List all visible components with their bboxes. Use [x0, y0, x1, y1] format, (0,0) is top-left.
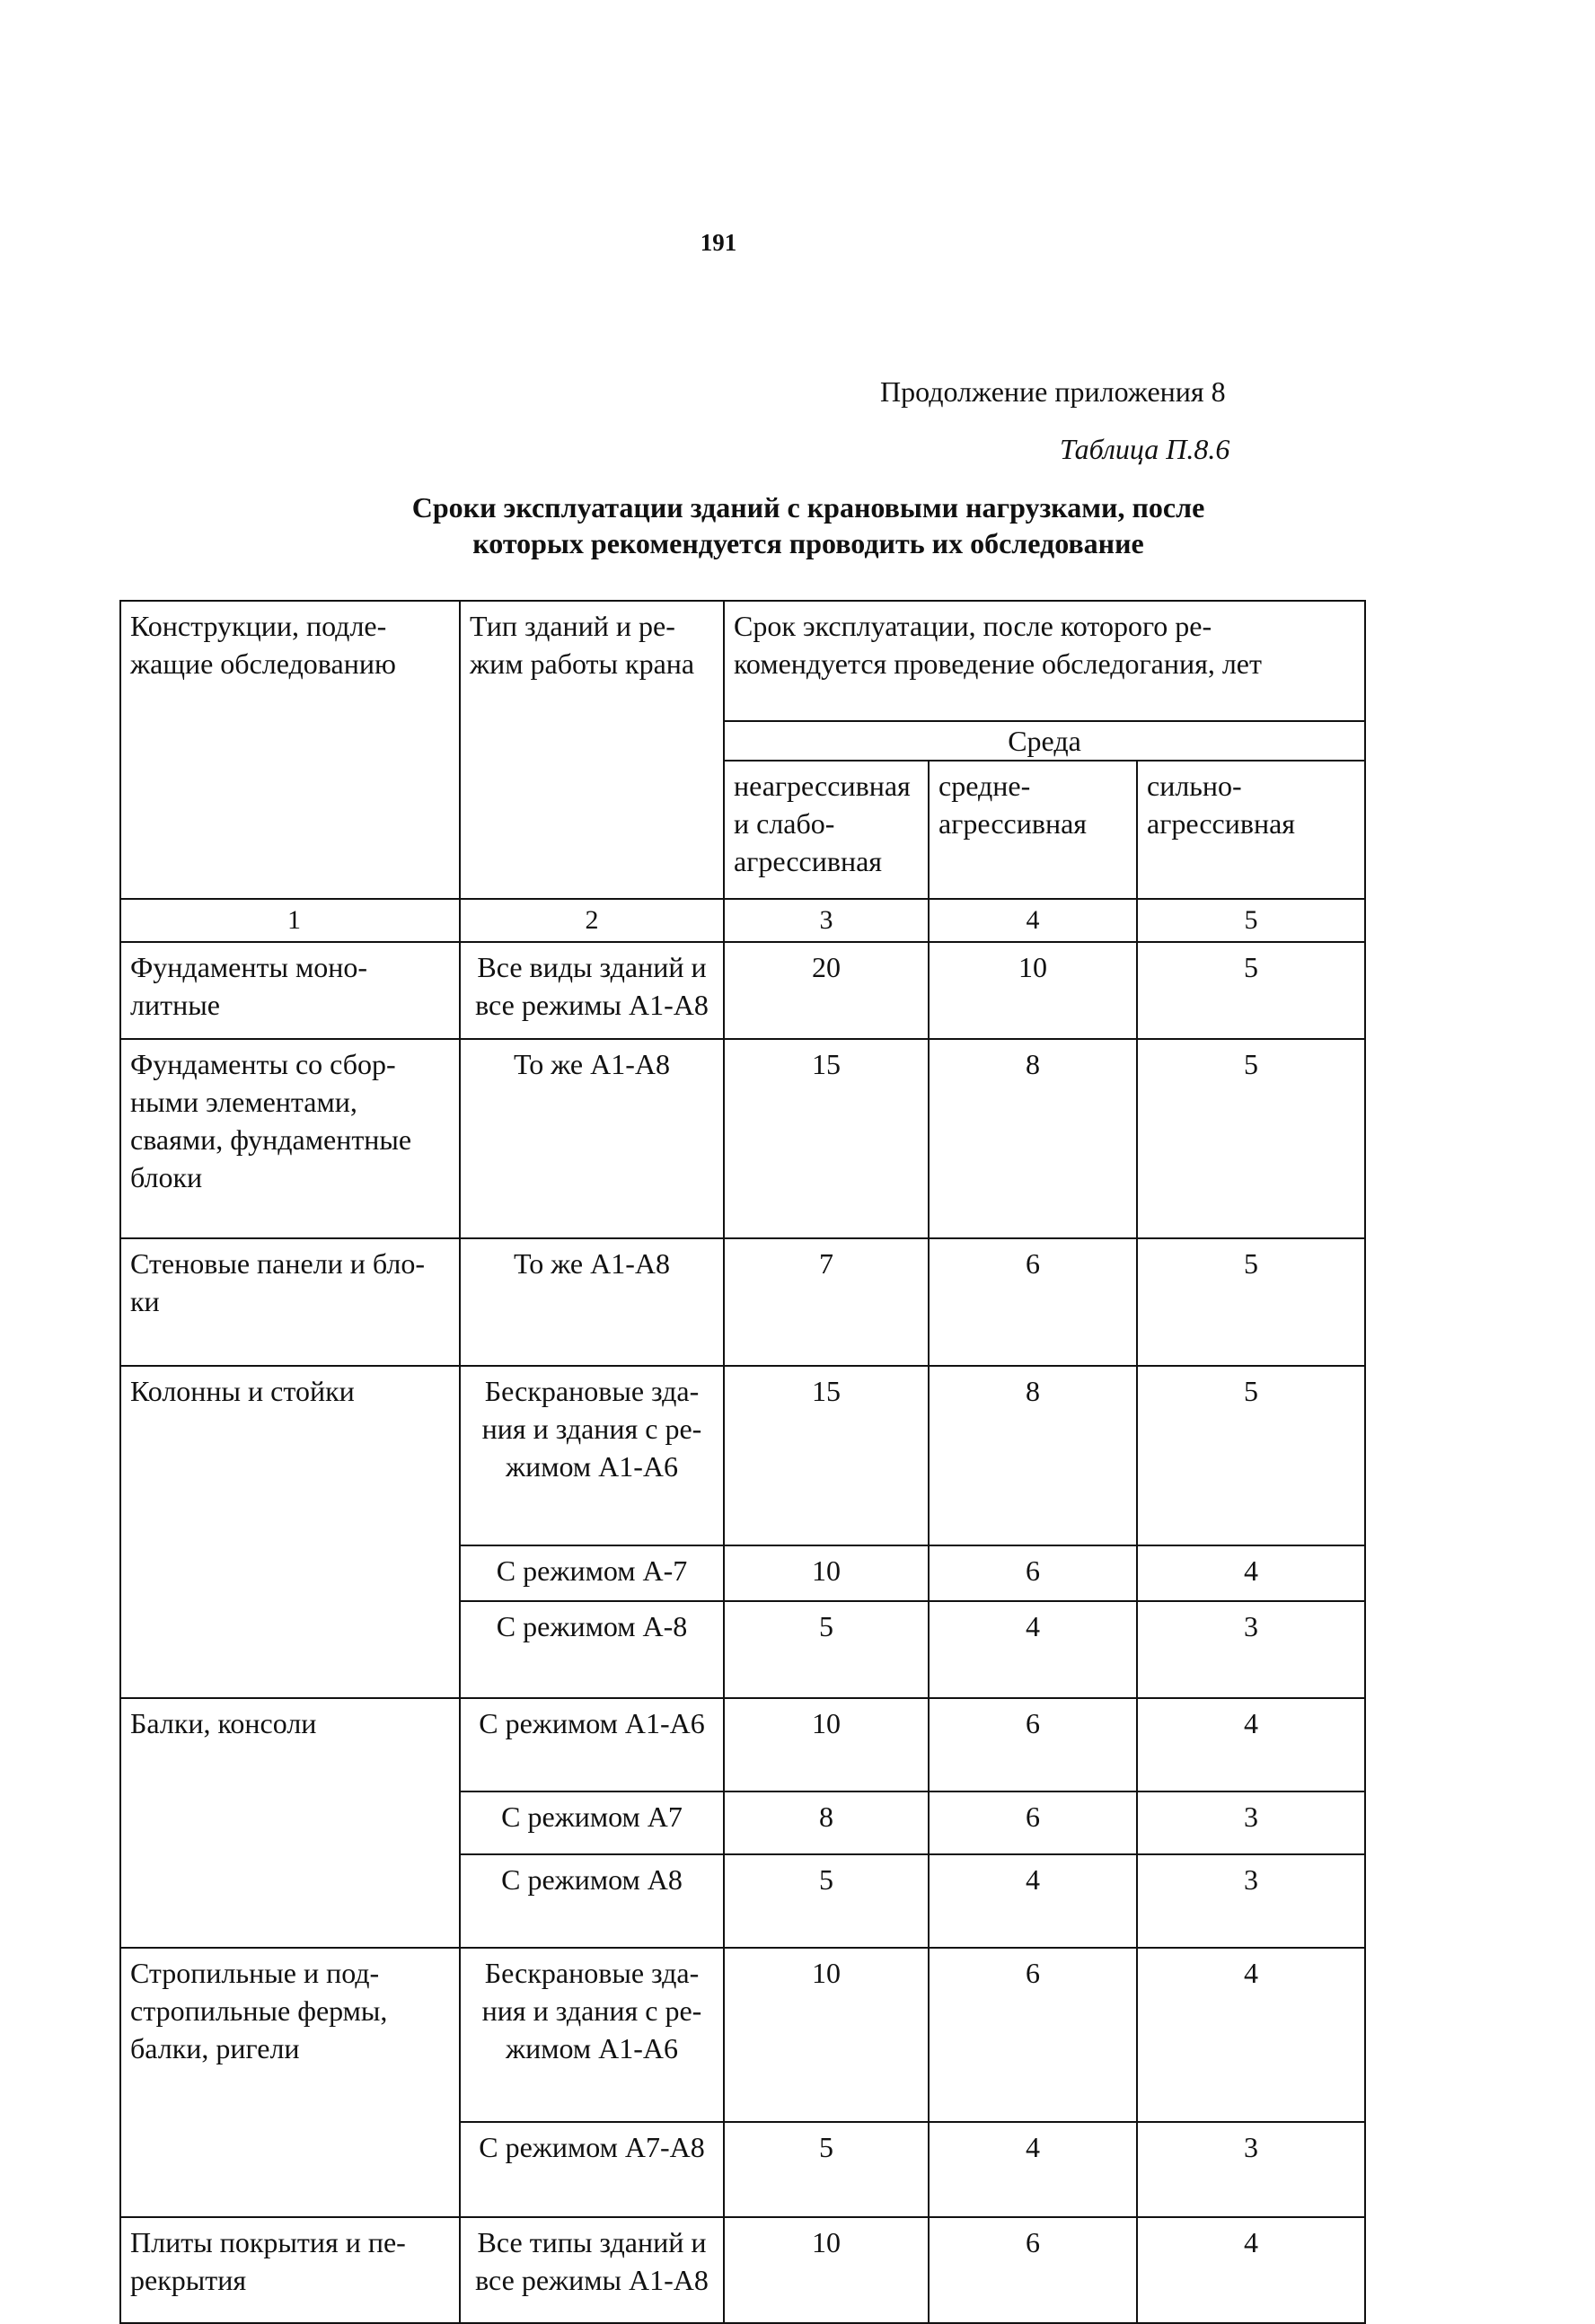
table-row [120, 2217, 1365, 2323]
cell-value-env-1: 15 [724, 1366, 929, 1545]
table-row [120, 1698, 1365, 1791]
table-row [120, 1366, 1365, 1545]
cell-value-env-1: 5 [724, 2122, 929, 2217]
cell-value-env-1: 5 [724, 1854, 929, 1948]
column-number-5: 5 [1137, 899, 1365, 942]
cell-building-type: С режимом А8 [460, 1854, 724, 1948]
cell-value-env-1: 7 [724, 1238, 929, 1366]
cell-value-env-1: 8 [724, 1791, 929, 1854]
service-life-table [119, 600, 1366, 2324]
cell-building-type: То же А1-А8 [460, 1238, 724, 1366]
column-number-4: 4 [929, 899, 1137, 942]
cell-construction: Балки, консоли [120, 1698, 460, 1948]
cell-value-env-1: 5 [724, 1601, 929, 1698]
header-row-1 [120, 601, 1365, 721]
appendix-note: Продолжение приложения 8 [880, 375, 1226, 408]
cell-value-env-1: 15 [724, 1039, 929, 1238]
cell-value-env-2: 8 [929, 1039, 1137, 1238]
cell-value-env-1: 10 [724, 1698, 929, 1791]
page-number: 191 [700, 229, 737, 256]
cell-value-env-2: 6 [929, 2217, 1137, 2323]
cell-construction: Колонны и стойки [120, 1366, 460, 1698]
cell-value-env-1: 10 [724, 2217, 929, 2323]
header-service-life: Срок эксплуатации, после которого ре-комендуется проведение обследогания, лет [724, 601, 1365, 721]
table-title-line-1: Сроки эксплуатации зданий с крановыми нагрузками, после [411, 491, 1205, 524]
cell-value-env-3: 5 [1137, 1039, 1365, 1238]
column-number-1: 1 [120, 899, 460, 942]
cell-value-env-1: 20 [724, 942, 929, 1039]
table-row [120, 1039, 1365, 1238]
cell-value-env-1: 10 [724, 1948, 929, 2122]
cell-value-env-3: 5 [1137, 1238, 1365, 1366]
header-environment: Среда [724, 721, 1365, 761]
cell-building-type: Все типы зданий и все режимы А1-А8 [460, 2217, 724, 2323]
cell-construction: Стропильные и под-стропильные фермы, балки, ригели [120, 1948, 460, 2217]
cell-value-env-2: 4 [929, 2122, 1137, 2217]
cell-building-type: С режимом А7-А8 [460, 2122, 724, 2217]
cell-construction: Плиты покрытия и пе-рекрытия [120, 2217, 460, 2323]
header-env-medium: средне-агрессивная [929, 761, 1137, 899]
header-building-type: Тип зданий и ре-жим работы крана [460, 601, 724, 899]
header-env-strong: сильно-агрессивная [1137, 761, 1365, 899]
column-number-3: 3 [724, 899, 929, 942]
cell-value-env-2: 6 [929, 1545, 1137, 1601]
table-row [120, 942, 1365, 1039]
cell-construction: Стеновые панели и бло-ки [120, 1238, 460, 1366]
column-number-row [120, 899, 1365, 942]
table-label: Таблица П.8.6 [1060, 433, 1230, 465]
cell-value-env-3: 4 [1137, 1698, 1365, 1791]
cell-value-env-3: 3 [1137, 1854, 1365, 1948]
cell-construction: Фундаменты со сбор-ными элементами, сваями, фундаментные блоки [120, 1039, 460, 1238]
cell-building-type: С режимом А-7 [460, 1545, 724, 1601]
header-env-nonaggressive: неагрессивная и слабо-агрессивная [724, 761, 929, 899]
cell-value-env-3: 3 [1137, 1601, 1365, 1698]
table-row [120, 1948, 1365, 2122]
table-title [269, 489, 1347, 561]
cell-value-env-3: 4 [1137, 2217, 1365, 2323]
column-number-2: 2 [460, 899, 724, 942]
cell-building-type: Бескрановые зда-ния и здания с ре-жимом А1-А6 [460, 1948, 724, 2122]
cell-building-type: С режимом А7 [460, 1791, 724, 1854]
cell-value-env-3: 3 [1137, 2122, 1365, 2217]
cell-value-env-3: 3 [1137, 1791, 1365, 1854]
cell-value-env-2: 6 [929, 1791, 1137, 1854]
cell-building-type: С режимом А1-А6 [460, 1698, 724, 1791]
cell-value-env-3: 4 [1137, 1948, 1365, 2122]
cell-value-env-2: 6 [929, 1698, 1137, 1791]
cell-value-env-2: 4 [929, 1854, 1137, 1948]
cell-value-env-2: 10 [929, 942, 1137, 1039]
cell-building-type: Бескрановые зда-ния и здания с ре-жимом А1-А6 [460, 1366, 724, 1545]
cell-value-env-3: 4 [1137, 1545, 1365, 1601]
cell-value-env-3: 5 [1137, 1366, 1365, 1545]
table-body [120, 601, 1365, 2323]
cell-value-env-2: 6 [929, 1948, 1137, 2122]
header-constructions: Конструкции, подле-жащие обследованию [120, 601, 460, 899]
cell-building-type: С режимом А-8 [460, 1601, 724, 1698]
table-title-line-2: которых рекомендуется проводить их обследование [472, 527, 1144, 559]
cell-value-env-3: 5 [1137, 942, 1365, 1039]
cell-building-type: Все виды зданий и все режимы А1-А8 [460, 942, 724, 1039]
table-row [120, 1238, 1365, 1366]
cell-value-env-2: 8 [929, 1366, 1137, 1545]
cell-construction: Фундаменты моно-литные [120, 942, 460, 1039]
cell-value-env-2: 6 [929, 1238, 1137, 1366]
cell-value-env-2: 4 [929, 1601, 1137, 1698]
cell-building-type: То же А1-А8 [460, 1039, 724, 1238]
cell-value-env-1: 10 [724, 1545, 929, 1601]
